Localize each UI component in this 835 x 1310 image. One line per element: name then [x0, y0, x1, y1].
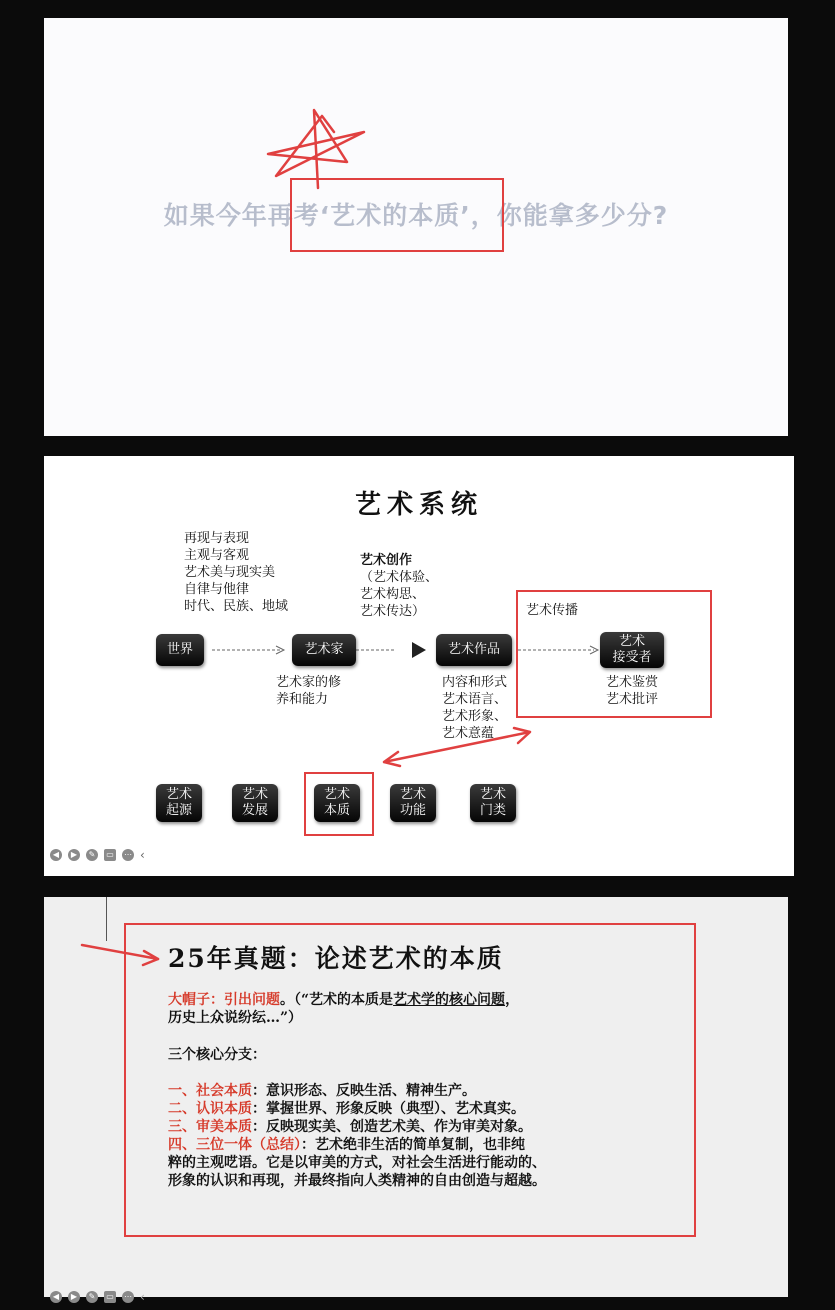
screen-icon[interactable]: ▭	[104, 849, 116, 861]
intro-line-2: 历史上众说纷纭…”）	[168, 1010, 303, 1026]
artwork-note-line: 艺术语言、	[442, 692, 508, 707]
dissemination-annotation-box	[516, 590, 712, 718]
question-prefix: 如果今年再考	[163, 201, 320, 230]
intro-line-1	[168, 992, 519, 1009]
artist-note-line: 养和能力	[276, 692, 329, 707]
point-cognitive	[168, 1101, 525, 1118]
essence-annotation-box	[304, 772, 374, 836]
question-suffix: ，你能拿多少分?	[470, 201, 669, 230]
node-receiver: 艺术 接受者	[600, 632, 664, 668]
world-attr: 自律与他律	[184, 582, 250, 597]
branches-heading: 三个核心分支：	[168, 1047, 266, 1063]
topic-development: 艺术 发展	[232, 784, 278, 822]
point-label: 二、认识本质	[168, 1101, 252, 1117]
point-text: ：反映现实美、创造艺术美、作为审美对象。	[252, 1119, 532, 1135]
artwork-note-line: 艺术形象、	[442, 709, 508, 724]
node-artwork: 艺术作品	[436, 634, 512, 666]
dissemination-label: 艺术传播	[526, 603, 579, 618]
topic-essence: 艺术 本质	[314, 784, 360, 822]
forward-icon[interactable]: ▶	[68, 849, 80, 861]
point-text: ：意识形态、反映生活、精神生产。	[252, 1083, 476, 1099]
creation-title: 艺术创作	[360, 553, 413, 568]
slide-title: 25年真题：论述艺术的本质	[168, 944, 504, 973]
slide-exam-question	[44, 897, 788, 1297]
receiver-note-line: 艺术批评	[606, 692, 659, 707]
intro-text: 艺术的本质是	[309, 992, 394, 1008]
back-icon[interactable]: ◀	[50, 1291, 62, 1303]
screen-icon[interactable]: ▭	[104, 1291, 116, 1303]
creation-item: 艺术构思、	[360, 587, 426, 602]
pen-icon[interactable]: ✎	[86, 1291, 98, 1303]
intro-tail: ，	[505, 992, 520, 1008]
artist-note	[276, 674, 341, 708]
slide-question	[44, 18, 788, 436]
question-highlight: ‘艺术的本质’	[319, 201, 471, 230]
point-text: ：艺术绝非生活的简单复制，也非纯	[301, 1137, 525, 1153]
receiver-note-line: 艺术鉴赏	[606, 675, 659, 690]
forward-icon[interactable]: ▶	[68, 1291, 80, 1303]
point-aesthetic	[168, 1119, 532, 1136]
node-artist: 艺术家	[292, 634, 356, 666]
point-label: 四、三位一体（总结）	[168, 1137, 301, 1153]
artist-note-line: 艺术家的修	[276, 675, 342, 690]
intro-underlined: 艺术学的核心问题	[393, 992, 506, 1008]
more-icon[interactable]: ⋯	[124, 1292, 132, 1301]
summary-line: 粹的主观呓语。它是以审美的方式，对社会生活进行能动的、	[168, 1155, 546, 1171]
topic-categories: 艺术 门类	[470, 784, 516, 822]
world-attr: 艺术美与现实美	[184, 565, 276, 580]
creation-item: 艺术传达）	[360, 604, 426, 619]
point-text: ：掌握世界、形象反映（典型）、艺术真实。	[252, 1101, 525, 1117]
highlight-annotation-box	[290, 178, 504, 252]
world-attr: 时代、民族、地域	[184, 599, 289, 614]
presentation-toolbar	[50, 848, 145, 862]
artwork-note-line: 艺术意蕴	[442, 726, 495, 741]
point-label: 一、社会本质	[168, 1083, 252, 1099]
slide-title: 艺术系统	[354, 490, 483, 520]
topic-function: 艺术 功能	[390, 784, 436, 822]
back-icon[interactable]: ◀	[50, 849, 62, 861]
artwork-note	[442, 674, 507, 742]
topic-origin: 艺术 起源	[156, 784, 202, 822]
chevron-left-icon[interactable]: ‹	[140, 1290, 145, 1304]
chevron-left-icon[interactable]: ‹	[140, 848, 145, 862]
more-icon[interactable]: ⋯	[124, 850, 132, 859]
pen-icon[interactable]: ✎	[86, 849, 98, 861]
slide-art-system	[44, 456, 794, 876]
creation-item: （艺术体验、	[360, 570, 439, 585]
summary-line: 形象的认识和再现，并最终指向人类精神的自由创造与超越。	[168, 1173, 546, 1189]
point-label: 三、审美本质	[168, 1119, 252, 1135]
left-margin-line	[106, 897, 107, 941]
node-world: 世界	[156, 634, 204, 666]
world-attr: 再现与表现	[184, 531, 250, 546]
intro-label: 大帽子：引出问题	[168, 992, 280, 1008]
artwork-note-line: 内容和形式	[442, 675, 508, 690]
point-social	[168, 1083, 476, 1100]
point-summary	[168, 1137, 525, 1154]
intro-sep: 。（“	[280, 992, 310, 1008]
bottom-toolbar	[50, 1290, 145, 1304]
world-attr: 主观与客观	[184, 548, 250, 563]
